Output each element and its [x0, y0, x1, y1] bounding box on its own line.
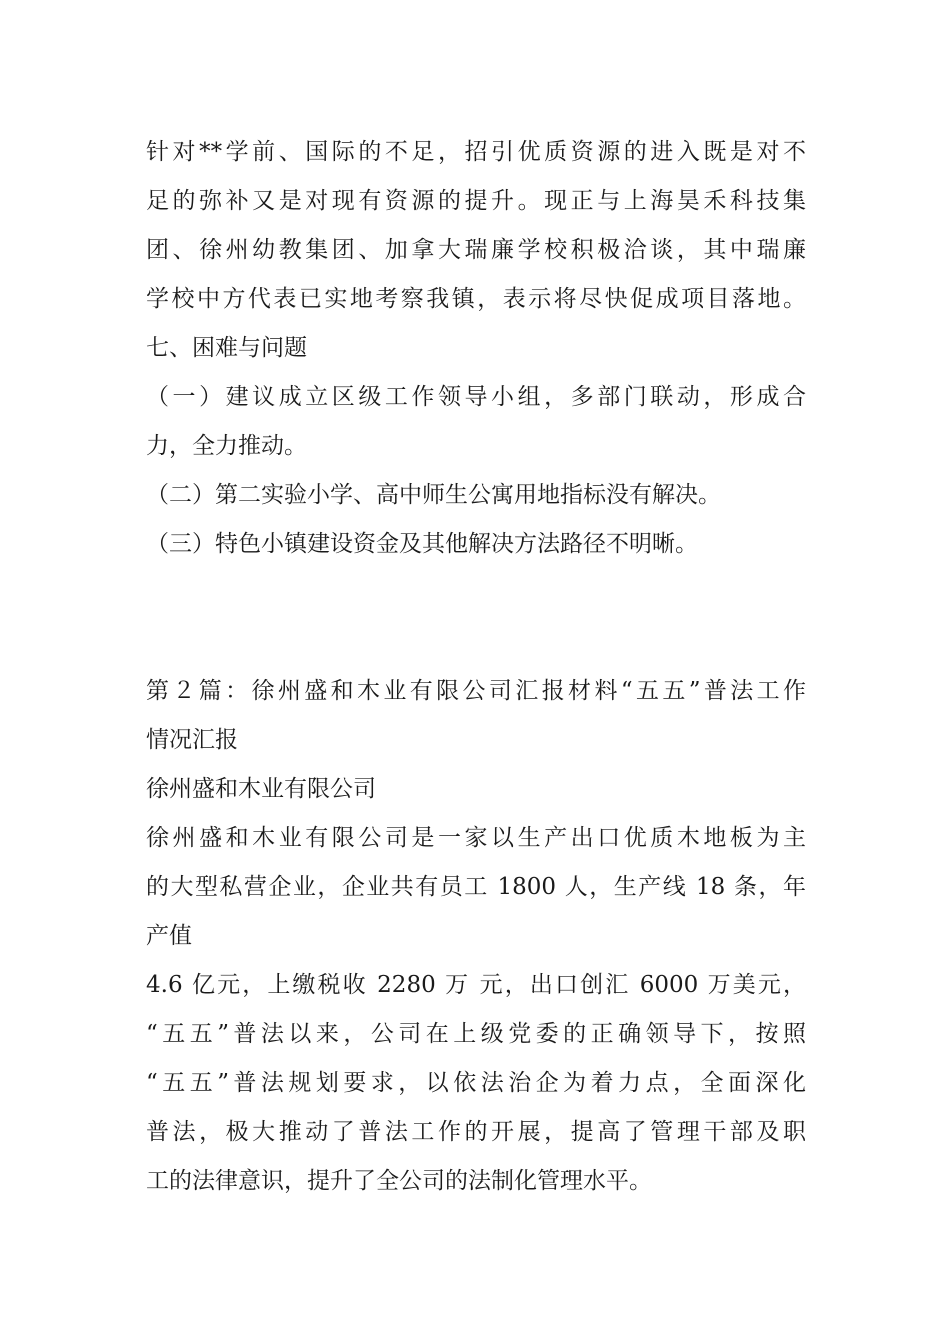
list-item-line: （一）建议成立区级工作领导小组，多部门联动，形成合: [146, 384, 806, 410]
paragraph-line: 学校中方代表已实地考察我镇，表示将尽快促成项目落地。: [146, 286, 806, 312]
paragraph-line: “五五”普法规划要求，以依法治企为着力点，全面深化: [146, 1070, 806, 1096]
paragraph-line: 4.6 亿元，上缴税收 2280 万 元，出口创汇 6000 万美元，: [146, 972, 806, 998]
article-title-line: 情况汇报: [146, 727, 238, 753]
section-gap: [146, 569, 806, 667]
section-heading: 七、困难与问题: [146, 335, 307, 361]
list-item: （三）特色小镇建设资金及其他解决方法路径不明晰。: [146, 531, 698, 557]
paragraph-line: 团、徐州幼教集团、加拿大瑞廉学校积极洽谈，其中瑞廉: [146, 237, 806, 263]
paragraph-line: 普法，极大推动了普法工作的开展，提高了管理干部及职: [146, 1119, 806, 1145]
list-item: （二）第二实验小学、高中师生公寓用地指标没有解决。: [146, 482, 721, 508]
paragraph-line: “五五”普法以来，公司在上级党委的正确领导下，按照: [146, 1021, 806, 1047]
paragraph-line: 针对**学前、国际的不足，招引优质资源的进入既是对不: [146, 139, 806, 165]
paragraph-line: 徐州盛和木业有限公司是一家以生产出口优质木地板为主: [146, 825, 806, 851]
paragraph-line: 产值: [146, 923, 192, 949]
document-page: [146, 128, 806, 1206]
paragraph-line: 工的法律意识，提升了全公司的法制化管理水平。: [146, 1168, 652, 1194]
company-name: 徐州盛和木业有限公司: [146, 776, 376, 802]
list-item-line: 力，全力推动。: [146, 433, 307, 459]
paragraph-line: 的大型私营企业，企业共有员工 1800 人，生产线 18 条，年: [146, 874, 806, 900]
article-title-line: 第２篇：徐州盛和木业有限公司汇报材料“五五”普法工作: [146, 678, 806, 704]
paragraph-line: 足的弥补又是对现有资源的提升。现正与上海昊禾科技集: [146, 188, 806, 214]
